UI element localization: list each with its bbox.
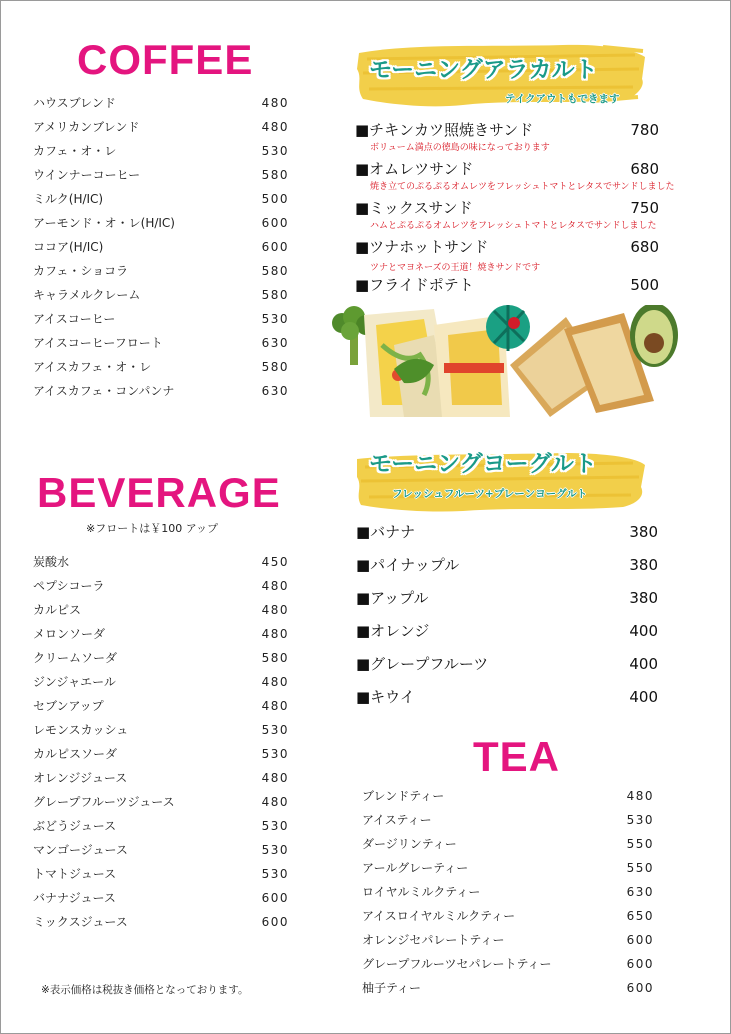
item-price: 480 xyxy=(261,699,289,713)
item-price: 600 xyxy=(261,915,289,929)
item-name: ロイヤルミルクティー xyxy=(362,885,481,899)
item-price: 530 xyxy=(261,819,289,833)
item-price: 550 xyxy=(626,861,654,875)
item-description: ツナとマヨネーズの王道！焼きサンドです xyxy=(370,263,541,273)
menu-item xyxy=(362,904,654,928)
item-name: カルピスソーダ xyxy=(33,747,118,761)
item-price: 580 xyxy=(261,360,289,374)
item-price: 400 xyxy=(629,655,658,673)
item-name: ■アップル xyxy=(356,589,429,607)
item-name: カルピス xyxy=(33,603,82,617)
menu-item xyxy=(33,163,289,187)
menu-item xyxy=(356,686,658,708)
item-price: 580 xyxy=(261,651,289,665)
tea-title: TEA xyxy=(473,733,560,780)
menu-item xyxy=(355,119,659,141)
item-name: ■ツナホットサンド xyxy=(355,238,489,256)
item-name: アーモンド・オ・レ(H/IC) xyxy=(33,216,175,230)
item-price: 600 xyxy=(626,981,654,995)
menu-item xyxy=(33,886,289,910)
item-name: 炭酸水 xyxy=(33,555,70,569)
morning-yogurt-title: モーニングヨーグルト xyxy=(369,451,597,477)
item-price: 380 xyxy=(629,523,658,541)
item-name: トマトジュース xyxy=(33,867,117,881)
item-name: ■オムレツサンド xyxy=(355,160,474,178)
item-price: 650 xyxy=(626,909,654,923)
menu-item xyxy=(362,952,654,976)
item-name: セブンアップ xyxy=(33,699,104,713)
item-description: ハムとぷるぷるオムレツをフレッシュトマトとレタスでサンドしました xyxy=(370,221,657,231)
item-price: 400 xyxy=(629,622,658,640)
avocado-image xyxy=(630,305,678,367)
item-name: ミックスジュース xyxy=(33,915,128,929)
item-description: ボリューム満点の徳島の味になっております xyxy=(370,143,550,153)
menu-item xyxy=(356,653,658,675)
item-price: 530 xyxy=(261,312,289,326)
menu-item xyxy=(33,838,289,862)
item-price: 630 xyxy=(261,384,289,398)
item-name: カフェ・ショコラ xyxy=(33,264,129,278)
item-price: 450 xyxy=(261,555,289,569)
item-name: ■フライドポテト xyxy=(355,276,474,294)
item-price: 680 xyxy=(630,238,659,256)
item-description: 焼き立てのぷるぷるオムレツをフレッシュトマトとレタスでサンドしました xyxy=(370,182,675,192)
item-name: ハウスブレンド xyxy=(33,96,116,110)
item-price: 480 xyxy=(261,675,289,689)
item-name: ココア(H/IC) xyxy=(33,240,104,254)
menu-item xyxy=(33,598,289,622)
menu-item xyxy=(33,91,289,115)
menu-item xyxy=(355,158,659,180)
menu-item xyxy=(33,670,289,694)
item-price: 600 xyxy=(261,216,289,230)
item-price: 480 xyxy=(261,120,289,134)
item-name: 柚子ティー xyxy=(362,981,422,995)
item-price: 600 xyxy=(261,240,289,254)
menu-item xyxy=(33,622,289,646)
menu-item xyxy=(362,808,654,832)
item-price: 630 xyxy=(626,885,654,899)
morning-alacarte-subtitle: テイクアウトもできます xyxy=(505,93,620,105)
item-price: 380 xyxy=(629,589,658,607)
item-price: 580 xyxy=(261,264,289,278)
menu-item xyxy=(356,554,658,576)
item-name: レモンスカッシュ xyxy=(33,723,129,737)
menu-item xyxy=(33,307,289,331)
item-name: オレンジジュース xyxy=(33,771,128,785)
beverage-menu-list xyxy=(33,550,289,934)
sandwich-photo xyxy=(324,305,680,420)
menu-item xyxy=(33,355,289,379)
item-name: アイスロイヤルミルクティー xyxy=(362,909,516,923)
item-name: アイスカフェ・コンパンナ xyxy=(33,384,175,398)
item-price: 500 xyxy=(261,192,289,206)
menu-item xyxy=(355,274,659,296)
item-price: 400 xyxy=(629,688,658,706)
menu-item xyxy=(33,379,289,403)
menu-item xyxy=(33,550,289,574)
item-price: 480 xyxy=(261,96,289,110)
item-name: キャラメルクレーム xyxy=(33,288,141,302)
item-name: ダージリンティー xyxy=(362,837,457,851)
item-name: ミルク(H/IC) xyxy=(33,192,104,206)
item-name: ブレンドティー xyxy=(362,789,445,803)
menu-item xyxy=(33,139,289,163)
menu-item xyxy=(33,694,289,718)
item-name: アイスコーヒー xyxy=(33,312,116,326)
item-price: 550 xyxy=(626,837,654,851)
coffee-menu-list xyxy=(33,91,289,403)
item-price: 480 xyxy=(261,627,289,641)
menu-item xyxy=(33,790,289,814)
item-name: アイスカフェ・オ・レ xyxy=(33,360,152,374)
item-price: 480 xyxy=(261,771,289,785)
item-price: 530 xyxy=(261,867,289,881)
item-name: ■バナナ xyxy=(356,523,416,541)
item-name: ぶどうジュース xyxy=(33,819,117,833)
item-name: ペプシコーラ xyxy=(33,579,105,593)
item-price: 530 xyxy=(626,813,654,827)
menu-item xyxy=(33,646,289,670)
item-name: バナナジュース xyxy=(33,891,116,905)
item-price: 750 xyxy=(630,199,659,217)
item-name: ウインナーコーヒー xyxy=(33,168,141,182)
item-price: 480 xyxy=(261,579,289,593)
item-price: 480 xyxy=(626,789,654,803)
item-price: 380 xyxy=(629,556,658,574)
item-name: クリームソーダ xyxy=(33,651,118,665)
menu-item xyxy=(33,742,289,766)
item-price: 480 xyxy=(261,603,289,617)
item-price: 530 xyxy=(261,723,289,737)
item-price: 500 xyxy=(630,276,659,294)
item-name: マンゴージュース xyxy=(33,843,128,857)
menu-item xyxy=(33,574,289,598)
item-name: メロンソーダ xyxy=(33,627,106,641)
menu-item xyxy=(33,718,289,742)
menu-item xyxy=(33,115,289,139)
item-name: ■グレープフルーツ xyxy=(356,655,489,673)
menu-item xyxy=(362,856,654,880)
item-price: 480 xyxy=(261,795,289,809)
tax-note: ※表示価格は税抜き価格となっております。 xyxy=(41,984,249,996)
menu-item xyxy=(355,197,659,219)
item-name: グレープフルーツセパレートティー xyxy=(362,957,552,971)
menu-item xyxy=(356,620,658,642)
item-price: 580 xyxy=(261,288,289,302)
menu-item xyxy=(33,211,289,235)
menu-item xyxy=(33,283,289,307)
coffee-title: COFFEE xyxy=(77,36,254,83)
item-name: カフェ・オ・レ xyxy=(33,144,117,158)
menu-item xyxy=(33,814,289,838)
menu-item xyxy=(362,976,654,1000)
item-price: 600 xyxy=(626,957,654,971)
item-price: 630 xyxy=(261,336,289,350)
item-name: グレープフルーツジュース xyxy=(33,795,175,809)
item-price: 530 xyxy=(261,843,289,857)
item-price: 600 xyxy=(261,891,289,905)
menu-item xyxy=(33,331,289,355)
item-name: ■キウイ xyxy=(356,688,415,706)
menu-item xyxy=(33,235,289,259)
menu-item xyxy=(33,862,289,886)
item-name: アイスコーヒーフロート xyxy=(33,336,163,350)
menu-item xyxy=(33,187,289,211)
item-price: 780 xyxy=(630,121,659,139)
morning-alacarte-title: モーニングアラカルト xyxy=(369,57,598,83)
item-price: 530 xyxy=(261,144,289,158)
menu-item xyxy=(362,784,654,808)
item-name: オレンジセパレートティー xyxy=(362,933,505,947)
item-name: アイスティー xyxy=(362,813,432,827)
item-name: アメリカンブレンド xyxy=(33,120,140,134)
menu-item xyxy=(355,236,659,258)
item-name: ■パイナップル xyxy=(356,556,460,574)
morning-yogurt-subtitle: フレッシュフルーツ+プレーンヨーグルト xyxy=(392,488,588,500)
item-name: ■オレンジ xyxy=(356,622,430,640)
menu-item xyxy=(362,880,654,904)
item-price: 580 xyxy=(261,168,289,182)
item-price: 600 xyxy=(626,933,654,947)
menu-item xyxy=(362,832,654,856)
menu-item xyxy=(356,587,658,609)
tea-menu-list xyxy=(362,784,654,1000)
beverage-title: BEVERAGE xyxy=(37,469,281,516)
item-name: ■チキンカツ照焼きサンド xyxy=(355,121,534,139)
item-name: ジンジャエール xyxy=(33,675,116,689)
float-note: ※フロートは￥100 アップ xyxy=(86,522,218,535)
item-price: 680 xyxy=(630,160,659,178)
menu-item xyxy=(356,521,658,543)
item-name: アールグレーティー xyxy=(362,861,469,875)
item-name: ■ミックスサンド xyxy=(355,199,473,217)
menu-item xyxy=(362,928,654,952)
menu-item xyxy=(33,259,289,283)
item-price: 530 xyxy=(261,747,289,761)
menu-item xyxy=(33,766,289,790)
menu-item xyxy=(33,910,289,934)
